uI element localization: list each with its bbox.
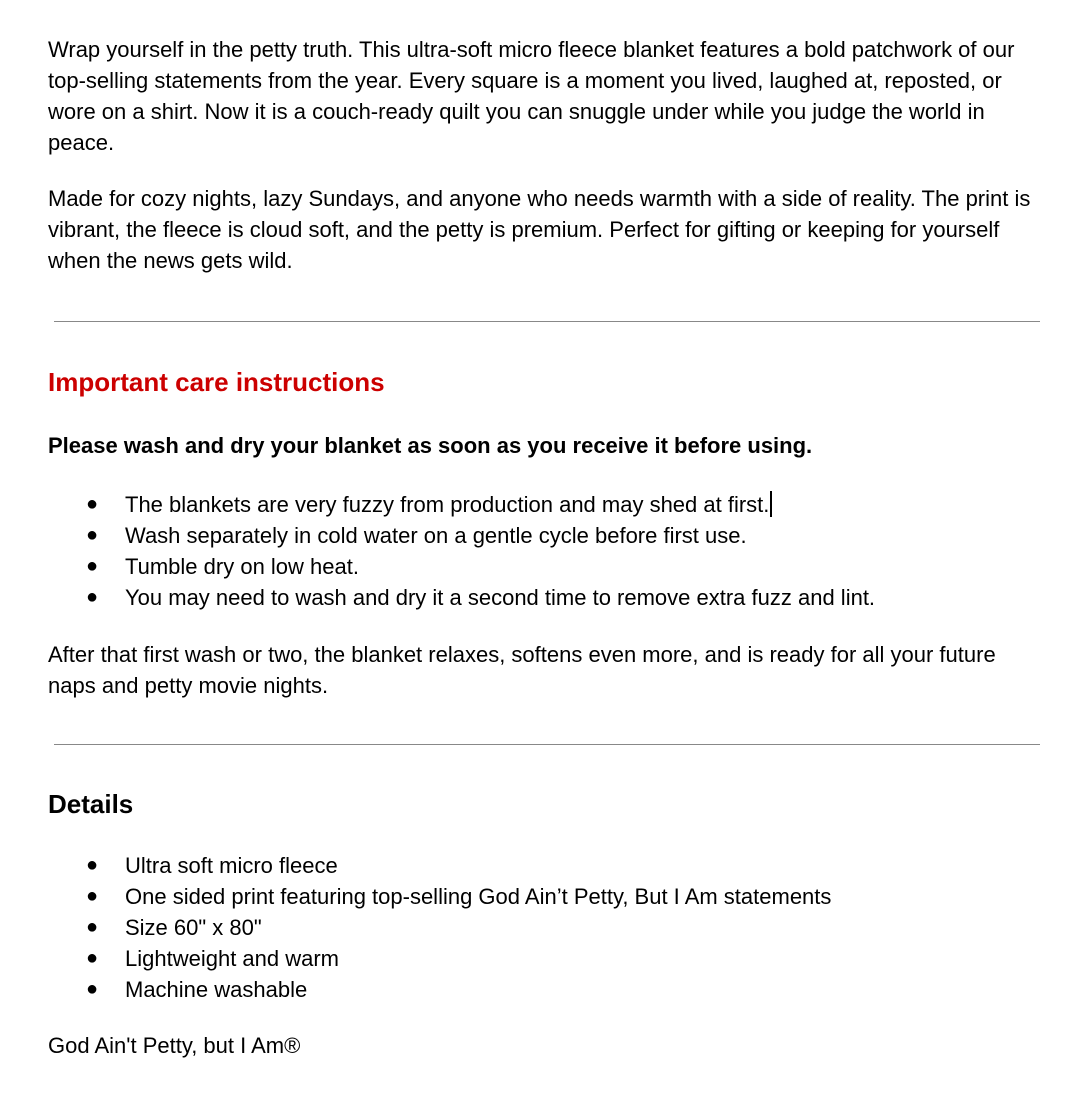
bullet-icon: ● (86, 978, 99, 1000)
intro-paragraph-1: Wrap yourself in the petty truth. This ultra-soft micro fleece blanket features a bold patchwork of our top-selling statements from the year. Every square is a moment you lived, laughed at, reposted, or wore on a shirt. Now it is a couch-ready quilt you can snuggle under while you judge the world in peace. (48, 37, 1015, 155)
brand-tagline: God Ain't Petty, but I Am® (48, 1033, 301, 1058)
care-item-text: You may need to wash and dry it a second time to remove extra fuzz and lint. (125, 585, 876, 610)
divider-1 (54, 321, 1040, 322)
details-list (48, 850, 831, 1005)
care-list-item (48, 489, 875, 520)
care-bold-instruction: Please wash and dry your blanket as soon as you receive it before using. (48, 433, 813, 458)
care-after-text: After that first wash or two, the blanket relaxes, softens even more, and is ready for all your future naps and petty movie nights. (48, 642, 996, 698)
care-list-item (48, 551, 875, 582)
details-list-item (48, 850, 831, 881)
bullet-icon: ● (86, 524, 99, 546)
divider-2 (54, 744, 1040, 745)
details-item-text: Machine washable (125, 977, 308, 1002)
details-list-item (48, 974, 831, 1005)
care-item-text: Wash separately in cold water on a gentle cycle before first use. (125, 523, 747, 548)
intro-paragraph-2: Made for cozy nights, lazy Sundays, and anyone who needs warmth with a side of reality. The print is vibrant, the fleece is cloud soft, and the petty is premium. Perfect for gifting or keeping for yourself when the news gets wild. (48, 186, 1031, 273)
care-list-item (48, 520, 875, 551)
details-item-text: Lightweight and warm (125, 946, 340, 971)
bullet-icon: ● (86, 854, 99, 876)
bullet-icon: ● (86, 885, 99, 907)
bullet-icon: ● (86, 586, 99, 608)
care-heading: Important care instructions (48, 367, 385, 397)
care-list-item (48, 582, 875, 613)
details-list-item (48, 943, 831, 974)
bullet-icon: ● (86, 947, 99, 969)
details-item-text: Size 60" x 80" (125, 915, 262, 940)
details-item-text: One sided print featuring top-selling God Ain’t Petty, But I Am statements (125, 884, 832, 909)
details-list-item (48, 912, 831, 943)
document-body[interactable] (48, 34, 1048, 1058)
details-heading: Details (48, 789, 134, 819)
care-item-text: The blankets are very fuzzy from production and may shed at first. (125, 492, 770, 517)
bullet-icon: ● (86, 916, 99, 938)
care-item-text: Tumble dry on low heat. (125, 554, 359, 579)
text-cursor (770, 491, 772, 517)
details-item-text: Ultra soft micro fleece (125, 853, 338, 878)
details-list-item (48, 881, 831, 912)
care-list (48, 489, 875, 613)
bullet-icon: ● (86, 555, 99, 577)
bullet-icon: ● (86, 493, 99, 515)
